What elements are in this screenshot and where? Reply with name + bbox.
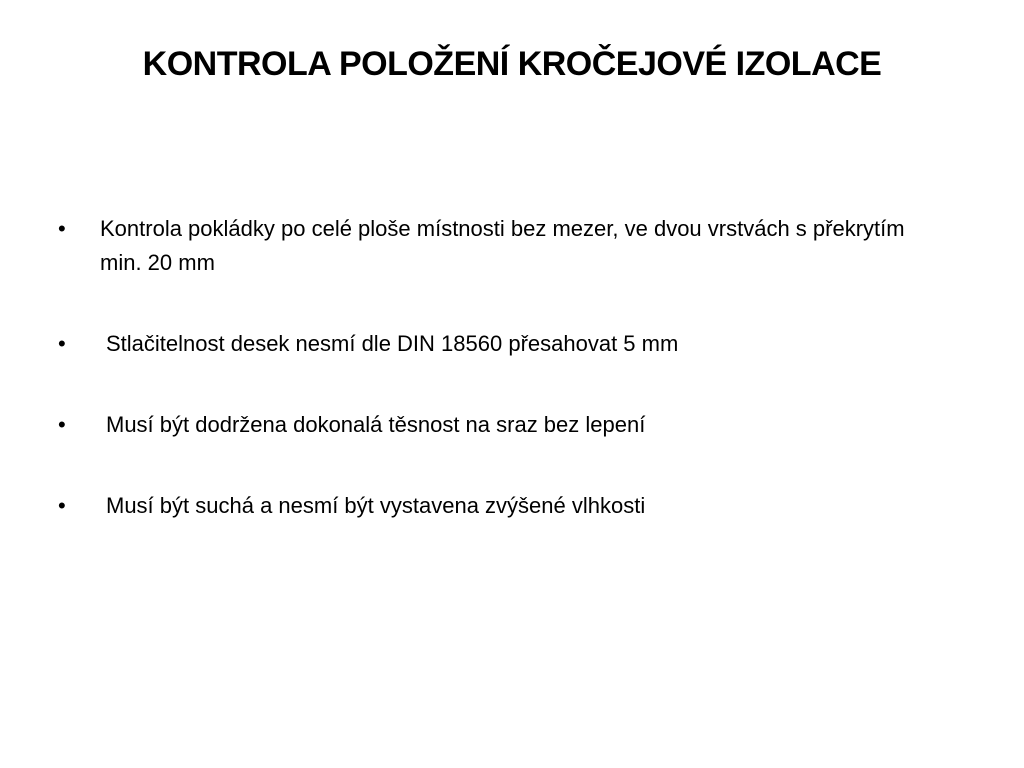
bullet-item <box>58 408 938 442</box>
bullet-item <box>58 212 938 280</box>
slide-title: KONTROLA POLOŽENÍ KROČEJOVÉ IZOLACE <box>142 45 882 83</box>
bullet-text: Musí být suchá a nesmí být vystavena zvýšené vlhkosti <box>106 493 646 518</box>
bullet-item <box>58 327 938 361</box>
bullet-list <box>58 212 938 570</box>
bullet-text: Stlačitelnost desek nesmí dle DIN 18560 přesahovat 5 mm <box>106 331 679 356</box>
bullet-marker: • <box>58 331 66 356</box>
bullet-marker: • <box>58 412 66 437</box>
bullet-item <box>58 489 938 523</box>
bullet-text: Kontrola pokládky po celé ploše místnosti bez mezer, ve dvou vrstvách s překrytím min. 20 mm <box>100 216 905 275</box>
bullet-marker: • <box>58 493 66 518</box>
bullet-text: Musí být dodržena dokonalá těsnost na sraz bez lepení <box>106 412 646 437</box>
bullet-marker: • <box>58 216 66 241</box>
